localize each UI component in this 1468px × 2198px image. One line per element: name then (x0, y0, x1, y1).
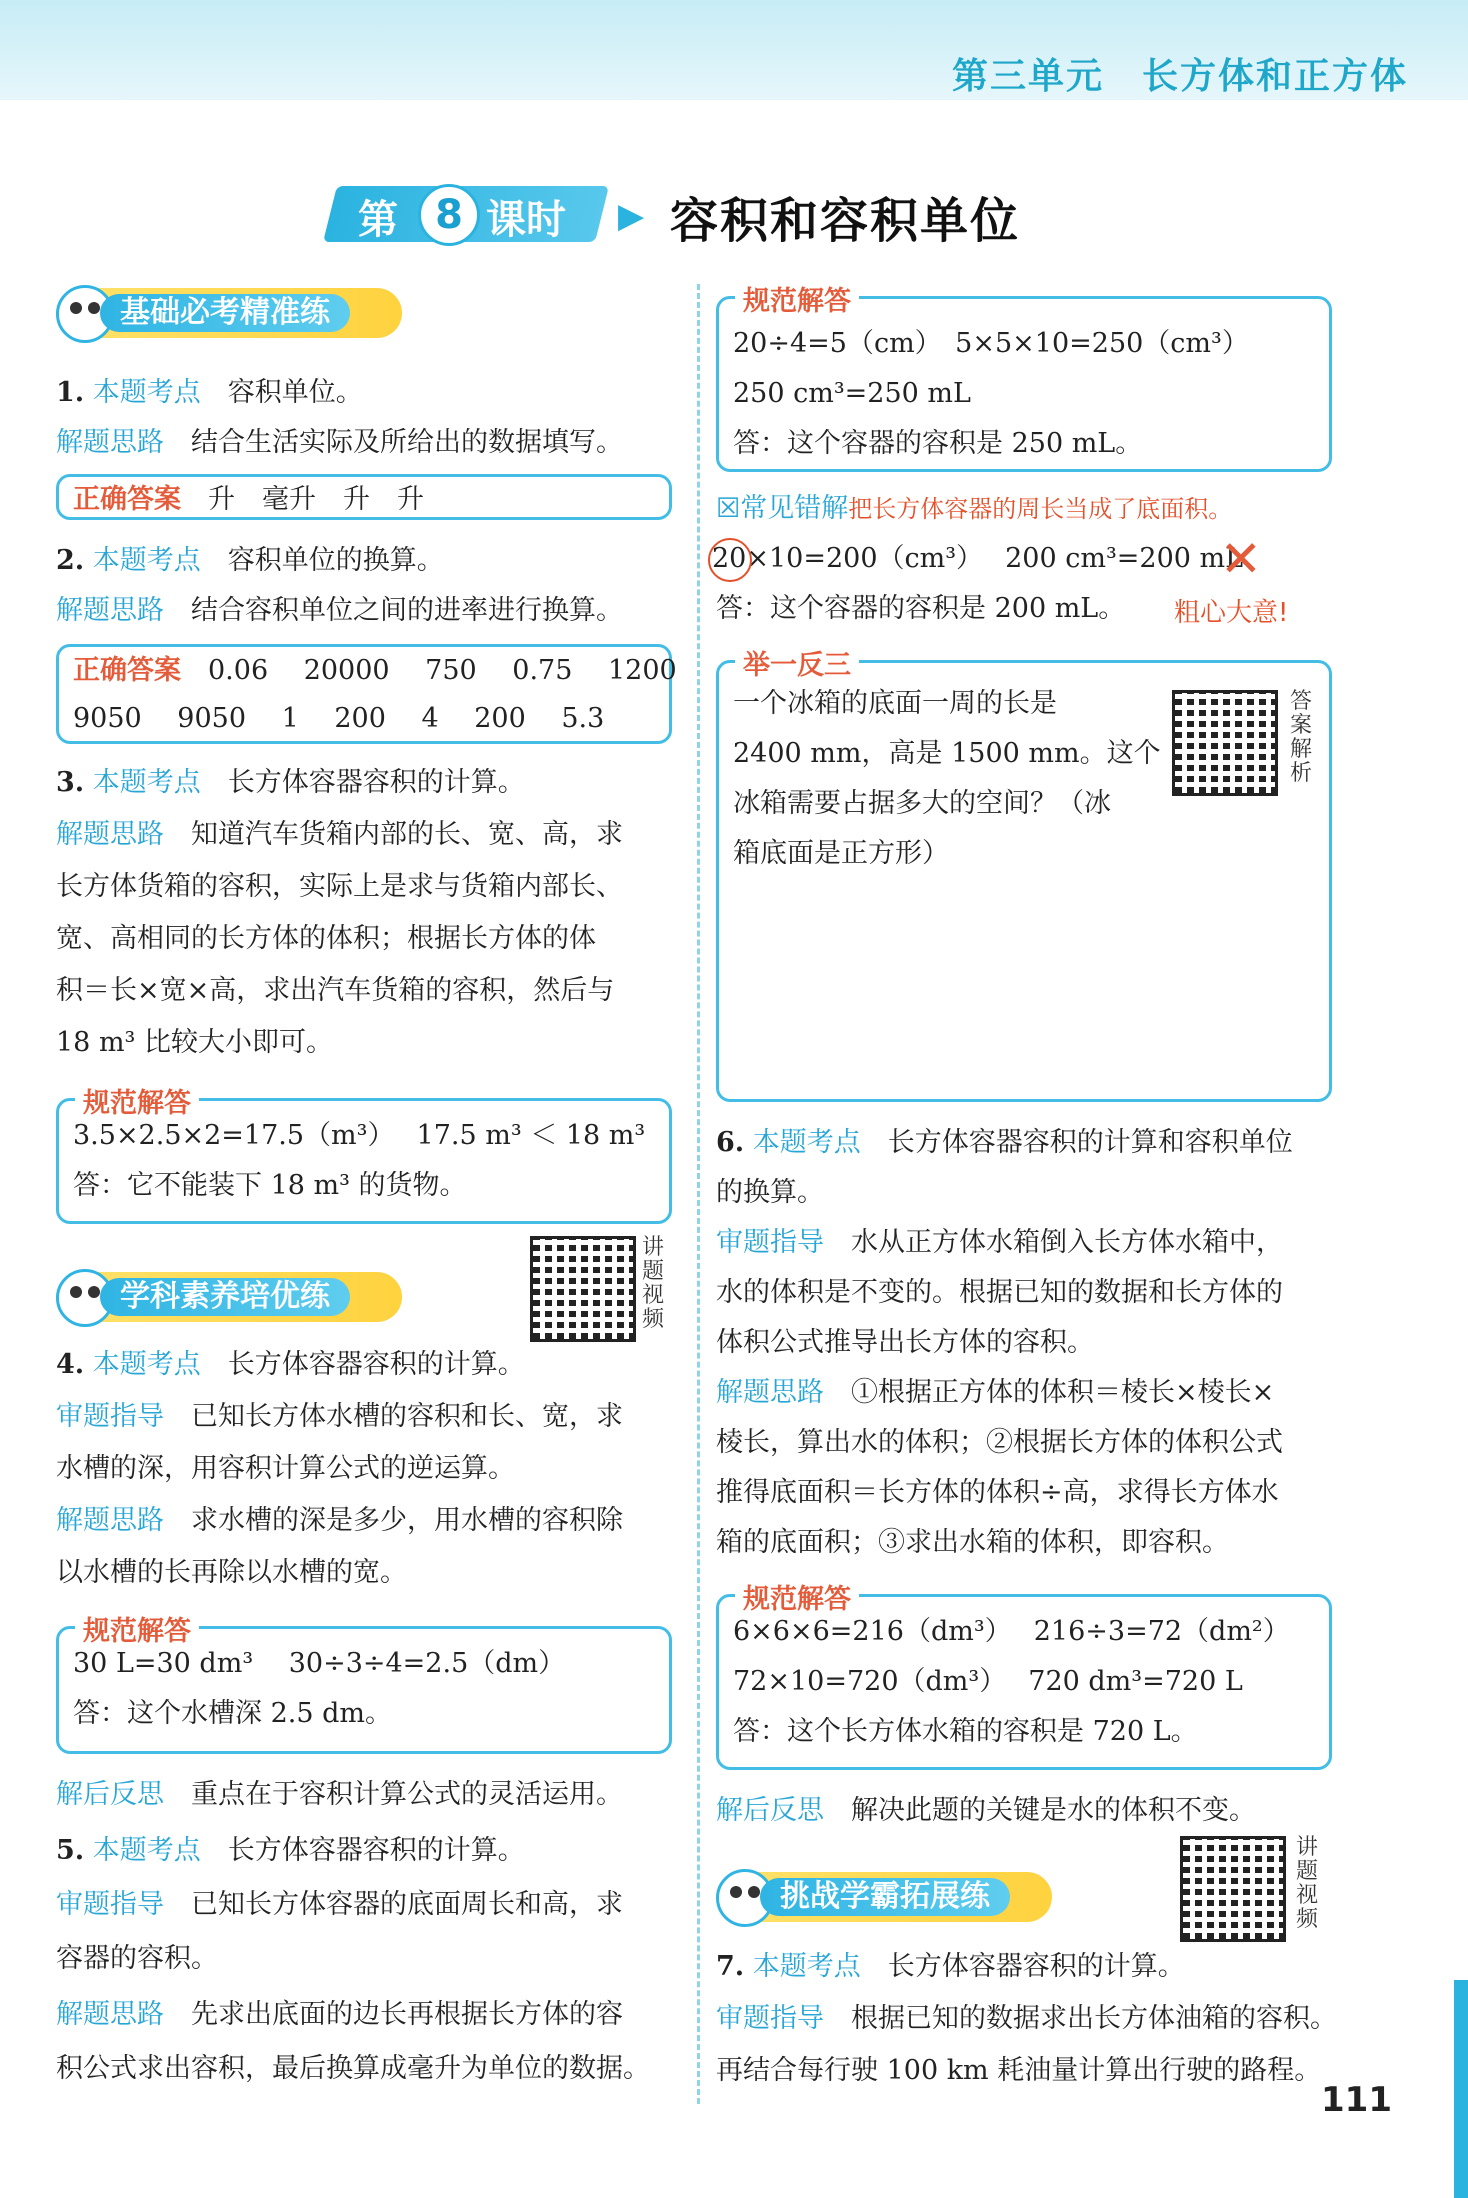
q1-answer: 升 毫升 升 升 (208, 484, 424, 515)
q3-silu-3: 宽、高相同的长方体的体积；根据长方体的体 (56, 923, 596, 954)
q1-answer-box (56, 474, 672, 520)
q2-answer-2: 9050 9050 1 200 4 200 5.3 (73, 703, 605, 734)
q3-kaodian-text: 长方体容器容积的计算。 (227, 767, 525, 798)
label-shenti: 审题指导 (56, 1401, 164, 1432)
q4-fansi (56, 1770, 623, 1820)
practice-3: 冰箱需要占据多大的空间？（冰 (733, 788, 1111, 819)
error-circle (708, 538, 752, 582)
error-answer: 答：这个容器的容积是 200 mL。 (716, 593, 1126, 624)
q7-shenti-1 (716, 1994, 1337, 2044)
label-fansi: 解后反思 (56, 1779, 164, 1810)
q6-shenti-1 (716, 1218, 1283, 1268)
section-basic (56, 288, 402, 338)
label-guifan: 规范解答 (75, 1081, 199, 1120)
q6-silu-4: 箱的底面积；③求出水箱的体积，即容积。 (716, 1527, 1229, 1558)
q6-fansi (716, 1786, 1256, 1836)
section-literacy-title: 学科素养培优练 (100, 1278, 350, 1316)
label-fansi: 解后反思 (716, 1795, 824, 1826)
error-remark: 粗心大意! (1174, 598, 1289, 628)
q5-shenti-1 (56, 1880, 623, 1930)
label-shenti: 审题指导 (716, 2003, 824, 2034)
q6-shenti-2: 水的体积是不变的。根据已知的数据和长方体的 (716, 1277, 1283, 1308)
practice-2: 2400 mm，高是 1500 mm。这个 (733, 738, 1161, 769)
label-silu: 解题思路 (56, 1505, 164, 1536)
q2-kaodian-text: 容积单位的换算。 (227, 545, 444, 576)
page-edge-tab (1454, 1980, 1468, 2198)
q4-shenti-1 (56, 1392, 623, 1442)
q4-kaodian (56, 1340, 525, 1390)
q2-answer-1: 0.06 20000 750 0.75 1200 (208, 655, 677, 686)
q3-silu-text: 知道汽车货箱内部的长、宽、高，求 (191, 819, 623, 850)
q4-silu-1 (56, 1496, 623, 1546)
q-number: 3. (56, 767, 85, 798)
q4-shenti-text: 已知长方体水槽的容积和长、宽，求 (191, 1401, 623, 1432)
q2-silu (56, 586, 623, 636)
q3-silu-2: 长方体货箱的容积，实际上是求与货箱内部长、 (56, 871, 623, 902)
label-guifan: 规范解答 (735, 279, 859, 318)
q4-silu-text: 求水槽的深是多少，用水槽的容积除 (191, 1505, 623, 1536)
q4-fansi-text: 重点在于容积计算公式的灵活运用。 (191, 1779, 623, 1810)
q5-kaodian (56, 1826, 525, 1876)
lesson-suffix: 课时 (486, 197, 566, 243)
label-zhengque: 正确答案 (73, 484, 181, 515)
q6-sol-3: 答：这个长方体水箱的容积是 720 L。 (733, 1716, 1198, 1747)
q5-shenti-text: 已知长方体容器的底面周长和高，求 (191, 1889, 623, 1920)
q-number: 7. (716, 1951, 745, 1982)
q5-silu-2: 积公式求出容积，最后换算成毫升为单位的数据。 (56, 2053, 650, 2084)
q-number: 4. (56, 1349, 85, 1380)
q6-silu-3: 推得底面积＝长方体的体积÷高，求得长方体水 (716, 1477, 1279, 1508)
q5-shenti-2: 容器的容积。 (56, 1943, 218, 1974)
q4-shenti-2: 水槽的深，用容积计算公式的逆运算。 (56, 1453, 515, 1484)
checkbox-x-icon: ☒ (716, 493, 741, 524)
q1-kaodian-text: 容积单位。 (227, 377, 363, 408)
label-cuojie: 常见错解 (740, 493, 849, 524)
q3-silu-4: 积＝长×宽×高，求出汽车货箱的容积，然后与 (56, 975, 615, 1006)
lesson-number: 8 (418, 184, 480, 246)
q2-answer-box (56, 644, 677, 744)
q1-silu-text: 结合生活实际及所给出的数据填写。 (191, 427, 623, 458)
q-number: 6. (716, 1127, 745, 1158)
q5-solution-box (716, 286, 1332, 472)
label-silu: 解题思路 (56, 819, 164, 850)
error-header (716, 484, 1232, 534)
q5-sol-1: 20÷4=5（cm） 5×5×10=250（cm³） (733, 328, 1249, 359)
q6-fansi-text: 解决此题的关键是水的体积不变。 (851, 1795, 1256, 1826)
q7-kaodian (716, 1942, 1185, 1992)
qr-code-icon[interactable] (530, 1236, 636, 1342)
q2-kaodian (56, 536, 444, 586)
section-basic-title: 基础必考精准练 (100, 294, 350, 332)
q1-silu (56, 418, 623, 468)
q6-silu-text: ①根据正方体的体积＝棱长×棱长× (851, 1377, 1275, 1408)
section-challenge (716, 1872, 1052, 1922)
unit-title: 第三单元 长方体和正方体 (951, 56, 1408, 97)
q4-sol-2: 答：这个水槽深 2.5 dm。 (73, 1698, 392, 1729)
label-zhengque: 正确答案 (73, 655, 181, 686)
q3-silu-1 (56, 810, 623, 860)
qr-label: 答案解析 (1290, 689, 1313, 786)
q6-solution-box (716, 1584, 1332, 1770)
q7-kaodian-text: 长方体容器容积的计算。 (887, 1951, 1185, 1982)
label-guifan: 规范解答 (75, 1609, 199, 1648)
qr-label: 讲题视频 (642, 1235, 665, 1332)
q4-silu-2: 以水槽的长再除以水槽的宽。 (56, 1557, 407, 1588)
q5-kaodian-text: 长方体容器容积的计算。 (227, 1835, 525, 1866)
practice-1: 一个冰箱的底面一周的长是 (733, 688, 1057, 719)
q7-shenti-2: 再结合每行驶 100 km 耗油量计算出行驶的路程。 (716, 2055, 1322, 2086)
section-literacy (56, 1272, 402, 1322)
page-number: 111 (1321, 2080, 1392, 2120)
q6-kaodian-text: 长方体容器容积的计算和容积单位 (887, 1127, 1293, 1158)
play-arrow-icon: ▶ (618, 196, 645, 236)
q6-silu-2: 棱长，算出水的体积；②根据长方体的体积公式 (716, 1427, 1283, 1458)
error-note: 把长方体容器的周长当成了底面积。 (848, 495, 1233, 523)
label-guifan: 规范解答 (735, 1577, 859, 1616)
q3-sol-2: 答：它不能装下 18 m³ 的货物。 (73, 1170, 467, 1201)
label-kaodian: 本题考点 (752, 1127, 861, 1158)
q6-sol-2: 72×10=720（dm³） 720 dm³=720 L (733, 1666, 1243, 1697)
q6-kaodian (716, 1118, 1293, 1168)
label-jufan: 举一反三 (735, 643, 859, 682)
label-silu: 解题思路 (716, 1377, 824, 1408)
q3-silu-5: 18 m³ 比较大小即可。 (56, 1027, 333, 1058)
label-shenti: 审题指导 (716, 1227, 824, 1258)
q2-silu-text: 结合容积单位之间的进率进行换算。 (191, 595, 623, 626)
q5-silu-text: 先求出底面的边长再根据长方体的容 (191, 1999, 623, 2030)
q5-sol-2: 250 cm³=250 mL (733, 378, 971, 409)
q3-sol-1: 3.5×2.5×2=17.5（m³） 17.5 m³ ＜ 18 m³ (73, 1120, 646, 1151)
q6-kaodian-2: 的换算。 (716, 1177, 824, 1208)
qr-code-icon[interactable] (1180, 1836, 1286, 1942)
lesson-prefix: 第 (358, 197, 398, 243)
q1-kaodian (56, 368, 363, 418)
label-kaodian: 本题考点 (92, 545, 201, 576)
label-kaodian: 本题考点 (752, 1951, 861, 1982)
q5-silu-1 (56, 1990, 623, 2040)
q-number: 2. (56, 545, 85, 576)
label-kaodian: 本题考点 (92, 377, 201, 408)
q5-sol-3: 答：这个容器的容积是 250 mL。 (733, 428, 1143, 459)
q4-sol-1: 30 L=30 dm³ 30÷3÷4=2.5（dm） (73, 1648, 566, 1679)
section-challenge-title: 挑战学霸拓展练 (760, 1878, 1010, 1916)
practice-4: 箱底面是正方形） (733, 838, 949, 869)
error-line: 20×10=200（cm³） 200 cm³=200 mL (712, 543, 1244, 574)
lesson-title: 容积和容积单位 (670, 193, 1021, 249)
label-kaodian: 本题考点 (92, 767, 201, 798)
q6-shenti-3: 体积公式推导出长方体的容积。 (716, 1327, 1094, 1358)
q7-shenti-text: 根据已知的数据求出长方体油箱的容积。 (851, 2003, 1337, 2034)
q6-sol-1: 6×6×6=216（dm³） 216÷3=72（dm²） (733, 1616, 1290, 1647)
label-kaodian: 本题考点 (92, 1835, 201, 1866)
label-silu: 解题思路 (56, 427, 164, 458)
q6-shenti-text: 水从正方体水箱倒入长方体水箱中， (851, 1227, 1283, 1258)
column-divider (697, 284, 700, 2104)
q-number: 1. (56, 377, 85, 408)
qr-label: 讲题视频 (1296, 1835, 1319, 1932)
label-kaodian: 本题考点 (92, 1349, 201, 1380)
label-silu: 解题思路 (56, 595, 164, 626)
q4-kaodian-text: 长方体容器容积的计算。 (227, 1349, 525, 1380)
cross-icon: ✕ (1220, 530, 1262, 588)
q6-silu-1 (716, 1368, 1274, 1418)
q3-kaodian (56, 758, 525, 808)
label-silu: 解题思路 (56, 1999, 164, 2030)
label-shenti: 审题指导 (56, 1889, 164, 1920)
q-number: 5. (56, 1835, 85, 1866)
qr-code-icon[interactable] (1172, 690, 1278, 796)
q4-solution-box (56, 1616, 672, 1754)
q3-solution-box (56, 1088, 672, 1224)
